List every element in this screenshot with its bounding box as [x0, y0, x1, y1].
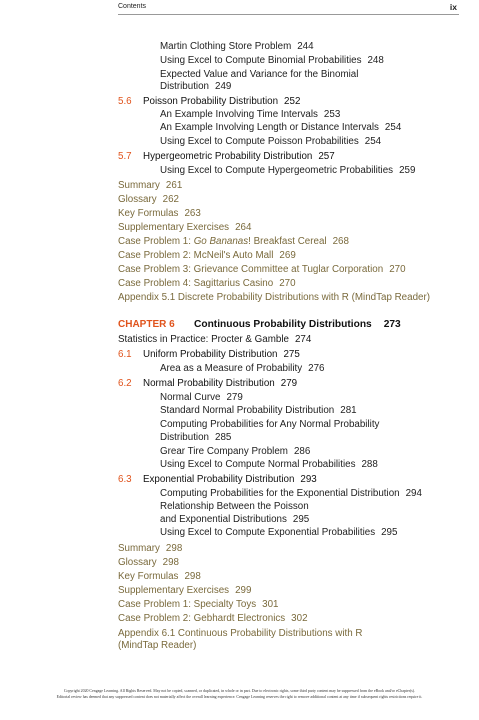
- toc-case-problem[interactable]: Case Problem 1: Specialty Toys 301: [118, 599, 279, 610]
- toc-entry[interactable]: An Example Involving Time Intervals 253: [160, 109, 341, 120]
- page-number: ix: [449, 2, 457, 12]
- toc-section[interactable]: Normal Probability Distribution 279: [143, 378, 298, 389]
- section-number: 6.2: [118, 378, 132, 389]
- toc-entry[interactable]: Grear Tire Company Problem 286: [160, 446, 311, 457]
- toc-entry[interactable]: Standard Normal Probability Distribution 281: [160, 405, 357, 416]
- toc-appendix[interactable]: Appendix 6.1 Continuous Probability Distributions with R: [118, 628, 363, 639]
- toc-summary[interactable]: Summary 298: [118, 543, 183, 554]
- toc-summary[interactable]: Summary 261: [118, 180, 183, 191]
- toc-case-problem[interactable]: Case Problem 2: Gebhardt Electronics 302: [118, 613, 308, 624]
- chapter-label: CHAPTER 6: [118, 319, 175, 330]
- toc-statistics-in-practice[interactable]: Statistics in Practice: Procter & Gamble 274: [118, 334, 312, 345]
- toc-entry[interactable]: Using Excel to Compute Exponential Probabilities 295: [160, 527, 398, 538]
- copyright-footer: [0, 688, 479, 700]
- toc-section[interactable]: Hypergeometric Probability Distribution 257: [143, 151, 335, 162]
- toc-key-formulas[interactable]: Key Formulas 263: [118, 208, 201, 219]
- section-number: 5.7: [118, 151, 132, 162]
- toc-entry[interactable]: Distribution 285: [160, 432, 232, 443]
- toc-case-problem[interactable]: Case Problem 1: Go Bananas! Breakfast Cereal 268: [118, 236, 349, 247]
- toc-entry[interactable]: Using Excel to Compute Hypergeometric Probabilities 259: [160, 165, 416, 176]
- toc-entry[interactable]: Martin Clothing Store Problem 244: [160, 41, 314, 52]
- toc-entry[interactable]: Area as a Measure of Probability 276: [160, 363, 325, 374]
- toc-glossary[interactable]: Glossary 298: [118, 557, 180, 568]
- toc-case-problem[interactable]: Case Problem 3: Grievance Committee at Tuglar Corporation 270: [118, 264, 406, 275]
- toc-appendix[interactable]: (MindTap Reader): [118, 640, 197, 651]
- toc-entry[interactable]: Relationship Between the Poisson: [160, 501, 309, 512]
- toc-glossary[interactable]: Glossary 262: [118, 194, 180, 205]
- copyright-line: Editorial review has deemed that any suppressed content does not materially affect the overall learning experience. Cengage Learning reserves the right to remove additional content at any time if subsequent rights restrictions require it.: [56, 695, 423, 699]
- toc-appendix[interactable]: Appendix 5.1 Discrete Probability Distributions with R (MindTap Reader): [118, 292, 431, 303]
- toc-case-problem[interactable]: Case Problem 2: McNeil's Auto Mall 269: [118, 250, 296, 261]
- toc-entry[interactable]: Computing Probabilities for Any Normal Probability: [160, 419, 380, 430]
- toc-entry[interactable]: Using Excel to Compute Poisson Probabilities 254: [160, 136, 382, 147]
- toc-section[interactable]: Uniform Probability Distribution 275: [143, 349, 300, 360]
- section-number: 5.6: [118, 96, 132, 107]
- toc-section[interactable]: Exponential Probability Distribution 293: [143, 474, 317, 485]
- toc-entry[interactable]: Using Excel to Compute Binomial Probabilities 248: [160, 55, 384, 66]
- toc-entry[interactable]: Distribution 249: [160, 81, 232, 92]
- chapter-title[interactable]: Continuous Probability Distributions 273: [194, 319, 401, 330]
- toc-case-problem[interactable]: Case Problem 4: Sagittarius Casino 270: [118, 278, 296, 289]
- toc-entry[interactable]: and Exponential Distributions 295: [160, 514, 310, 525]
- toc-supplementary-exercises[interactable]: Supplementary Exercises 264: [118, 222, 252, 233]
- toc-section[interactable]: Poisson Probability Distribution 252: [143, 96, 301, 107]
- page-header: [0, 0, 479, 16]
- header-rule: [118, 14, 459, 15]
- toc-entry[interactable]: An Example Involving Length or Distance Intervals 254: [160, 122, 402, 133]
- running-head: Contents: [118, 3, 147, 10]
- section-number: 6.3: [118, 474, 132, 485]
- toc-supplementary-exercises[interactable]: Supplementary Exercises 299: [118, 585, 252, 596]
- section-number: 6.1: [118, 349, 132, 360]
- toc-entry[interactable]: Normal Curve 279: [160, 392, 243, 403]
- toc-entry[interactable]: Computing Probabilities for the Exponential Distribution 294: [160, 488, 422, 499]
- copyright-line: Copyright 2020 Cengage Learning. All Rights Reserved. May not be copied, scanned, or duplicated, in whole or in part. Due to electronic rights, some third party content may be suppressed from the eBook and/or eChapter(s).: [63, 689, 416, 693]
- toc-key-formulas[interactable]: Key Formulas 298: [118, 571, 201, 582]
- toc-entry[interactable]: Using Excel to Compute Normal Probabilities 288: [160, 459, 378, 470]
- toc-entry[interactable]: Expected Value and Variance for the Binomial: [160, 69, 359, 80]
